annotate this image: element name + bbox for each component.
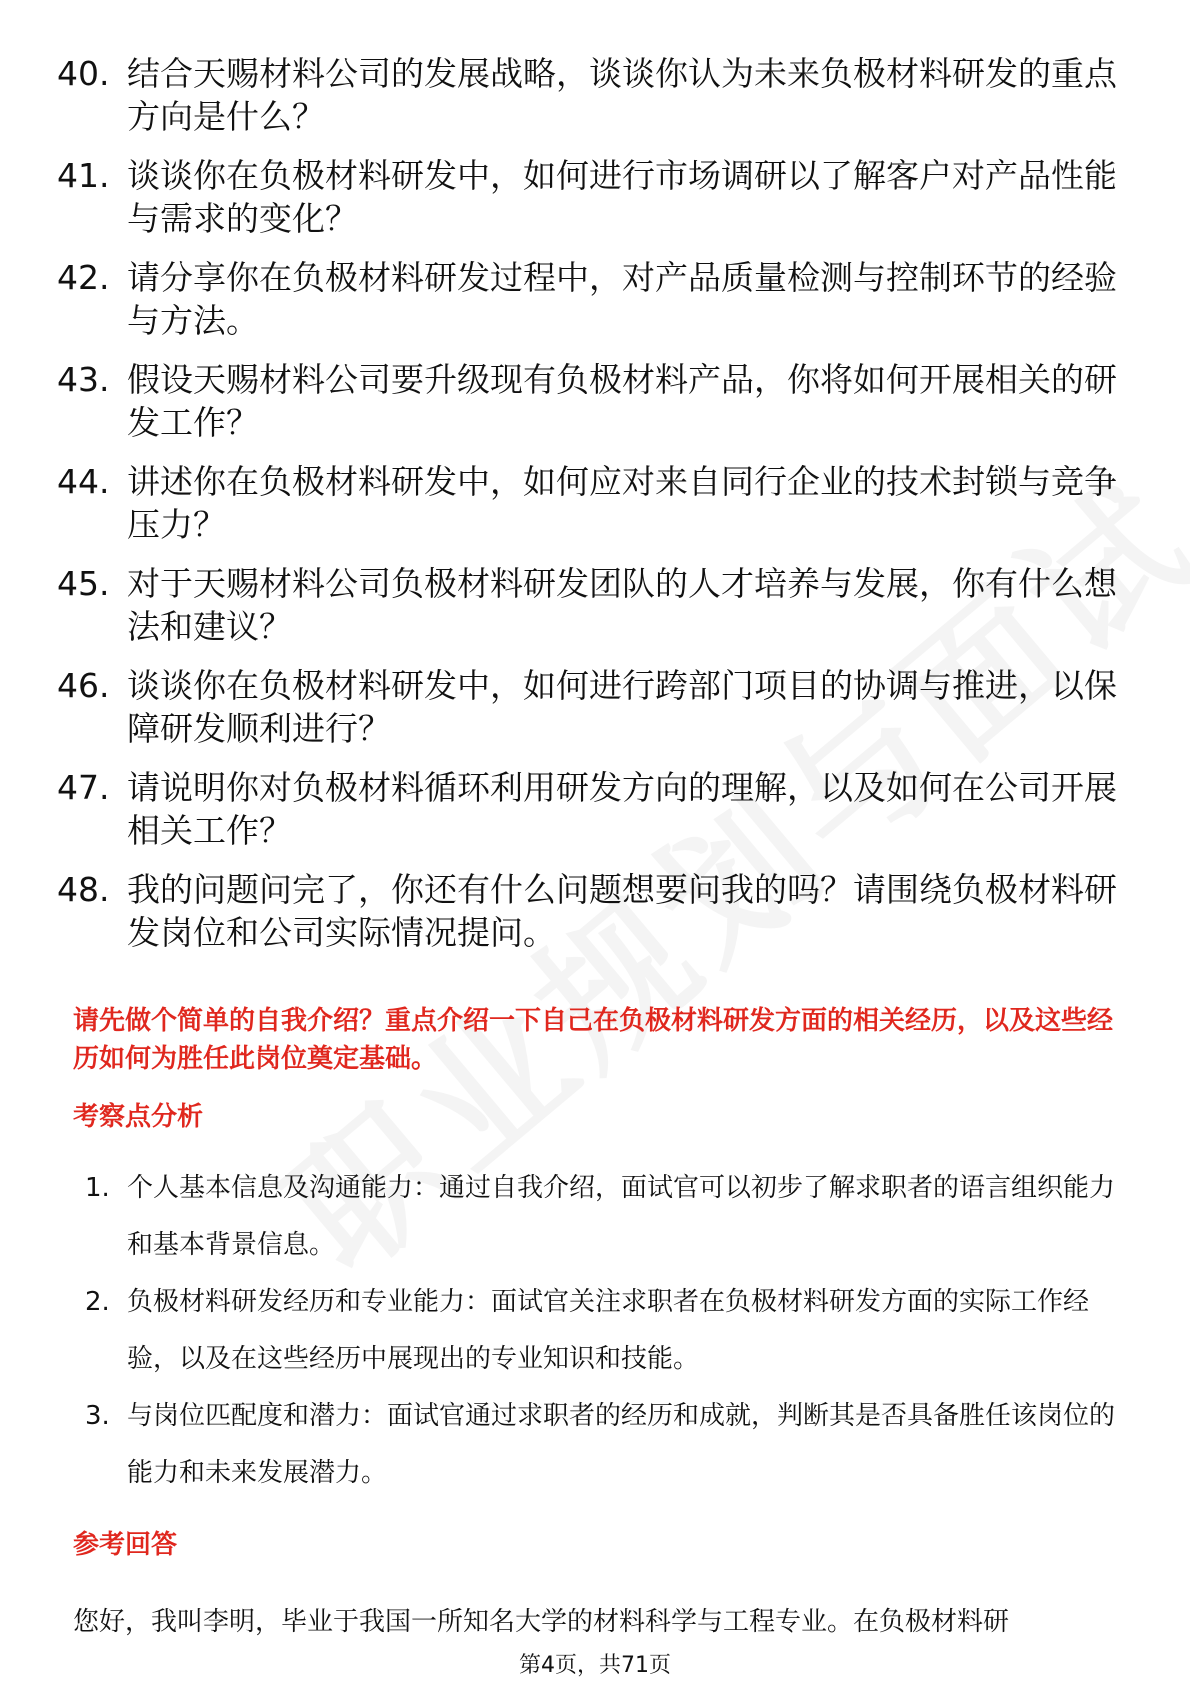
question-number: 48. <box>57 870 110 909</box>
point-text: 负极材料研发经历和专业能力：面试官关注求职者在负极材料研发方面的实际工作经验，以及在这些经历中展现出的专业知识和技能。 <box>127 1287 1090 1374</box>
question-item <box>57 460 1147 546</box>
analysis-point <box>85 1160 1125 1274</box>
question-text: 谈谈你在负极材料研发中，如何进行市场调研以了解客户对产品性能与需求的变化？ <box>127 156 1117 238</box>
question-number: 46. <box>57 666 110 705</box>
point-number: 3. <box>85 1401 110 1431</box>
question-item <box>57 256 1147 342</box>
question-item <box>57 868 1147 954</box>
analysis-point <box>85 1274 1125 1388</box>
question-list <box>57 52 1147 970</box>
question-text: 请说明你对负极材料循环利用研发方向的理解，以及如何在公司开展相关工作？ <box>127 768 1117 850</box>
question-number: 43. <box>57 360 110 399</box>
question-text: 我的问题问完了，你还有什么问题想要问我的吗？请围绕负极材料研发岗位和公司实际情况提问。 <box>127 870 1117 952</box>
question-number: 44. <box>57 462 110 501</box>
question-number: 47. <box>57 768 110 807</box>
question-text: 请分享你在负极材料研发过程中，对产品质量检测与控制环节的经验与方法。 <box>127 258 1117 340</box>
question-item <box>57 154 1147 240</box>
answer-text: 您好，我叫李明，毕业于我国一所知名大学的材料科学与工程专业。在负极材料研 <box>73 1607 1010 1637</box>
point-number: 1. <box>85 1173 110 1203</box>
answer-heading: 参考回答 <box>73 1530 178 1560</box>
question-text: 结合天赐材料公司的发展战略，谈谈你认为未来负极材料研发的重点方向是什么？ <box>127 54 1117 136</box>
question-text: 假设天赐材料公司要升级现有负极材料产品，你将如何开展相关的研发工作？ <box>127 360 1117 442</box>
question-text: 对于天赐材料公司负极材料研发团队的人才培养与发展，你有什么想法和建议？ <box>127 564 1117 646</box>
question-item <box>57 52 1147 138</box>
point-number: 2. <box>85 1287 110 1317</box>
point-text: 与岗位匹配度和潜力：面试官通过求职者的经历和成就，判断其是否具备胜任该岗位的能力和未来发展潜力。 <box>127 1401 1116 1488</box>
question-number: 40. <box>57 54 110 93</box>
question-number: 41. <box>57 156 110 195</box>
analysis-point <box>85 1388 1125 1502</box>
question-text: 讲述你在负极材料研发中，如何应对来自同行企业的技术封锁与竞争压力？ <box>127 462 1117 544</box>
question-item <box>57 766 1147 852</box>
question-number: 42. <box>57 258 110 297</box>
analysis-heading: 考察点分析 <box>73 1102 204 1132</box>
question-item <box>57 562 1147 648</box>
question-text: 谈谈你在负极材料研发中，如何进行跨部门项目的协调与推进，以保障研发顺利进行？ <box>127 666 1117 748</box>
question-item <box>57 664 1147 750</box>
question-number: 45. <box>57 564 110 603</box>
page-footer: 第4页，共71页 <box>0 1648 1190 1684</box>
question-item <box>57 358 1147 444</box>
analysis-points <box>85 1160 1125 1502</box>
point-text: 个人基本信息及沟通能力：通过自我介绍，面试官可以初步了解求职者的语言组织能力和基本背景信息。 <box>127 1173 1116 1260</box>
intro-question: 请先做个简单的自我介绍？重点介绍一下自己在负极材料研发方面的相关经历，以及这些经历如何为胜任此岗位奠定基础。 <box>73 1006 1114 1074</box>
